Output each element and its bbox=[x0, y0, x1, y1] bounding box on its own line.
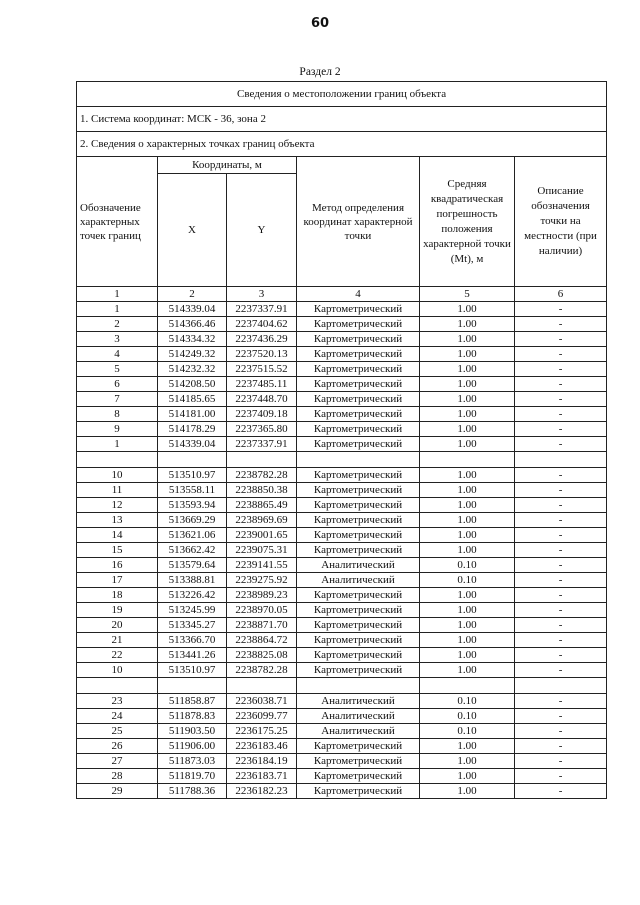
method: Картометрический bbox=[297, 498, 420, 513]
coord-x: 514185.65 bbox=[158, 392, 227, 407]
point-description: - bbox=[515, 468, 607, 483]
point-designation: 26 bbox=[77, 739, 158, 754]
coord-y: 2237404.62 bbox=[227, 317, 297, 332]
column-number: 1 bbox=[77, 287, 158, 302]
method: Картометрический bbox=[297, 754, 420, 769]
table-row bbox=[77, 754, 607, 769]
coord-system-text: 1. Система координат: МСК - 36, зона 2 bbox=[77, 107, 607, 132]
coord-x: 511858.87 bbox=[158, 694, 227, 709]
header-error: Средняя квадратическая погрешность положения характерной точки (Mt), м bbox=[420, 157, 515, 287]
method: Картометрический bbox=[297, 422, 420, 437]
coord-x: 513593.94 bbox=[158, 498, 227, 513]
coord-x: 514366.46 bbox=[158, 317, 227, 332]
method: Картометрический bbox=[297, 362, 420, 377]
header-row-1 bbox=[77, 157, 607, 174]
page-number: 60 bbox=[310, 16, 330, 31]
coord-y: 2239275.92 bbox=[227, 573, 297, 588]
points-title-text: 2. Сведения о характерных точках границ объекта bbox=[77, 132, 607, 157]
point-designation: 9 bbox=[77, 422, 158, 437]
method: Картометрический bbox=[297, 603, 420, 618]
spacer-row bbox=[77, 678, 607, 694]
coord-x: 513579.64 bbox=[158, 558, 227, 573]
method: Картометрический bbox=[297, 543, 420, 558]
point-description: - bbox=[515, 332, 607, 347]
point-designation: 29 bbox=[77, 784, 158, 799]
empty-cell bbox=[297, 452, 420, 468]
empty-cell bbox=[515, 452, 607, 468]
points-title-row bbox=[77, 132, 607, 157]
mean-error: 0.10 bbox=[420, 558, 515, 573]
method: Картометрический bbox=[297, 769, 420, 784]
table-row bbox=[77, 709, 607, 724]
coord-y: 2237337.91 bbox=[227, 302, 297, 317]
point-description: - bbox=[515, 498, 607, 513]
point-designation: 16 bbox=[77, 558, 158, 573]
point-description: - bbox=[515, 302, 607, 317]
coord-x: 513510.97 bbox=[158, 663, 227, 678]
coord-y: 2238850.38 bbox=[227, 483, 297, 498]
point-designation: 11 bbox=[77, 483, 158, 498]
mean-error: 1.00 bbox=[420, 317, 515, 332]
point-description: - bbox=[515, 724, 607, 739]
column-number: 4 bbox=[297, 287, 420, 302]
header-x: X bbox=[158, 174, 227, 287]
table-row bbox=[77, 347, 607, 362]
coord-x: 511873.03 bbox=[158, 754, 227, 769]
mean-error: 1.00 bbox=[420, 739, 515, 754]
point-designation: 4 bbox=[77, 347, 158, 362]
point-designation: 18 bbox=[77, 588, 158, 603]
coord-y: 2238782.28 bbox=[227, 663, 297, 678]
point-designation: 27 bbox=[77, 754, 158, 769]
table-row bbox=[77, 633, 607, 648]
header-method: Метод определения координат характерной точки bbox=[297, 157, 420, 287]
coord-y: 2236184.19 bbox=[227, 754, 297, 769]
coord-y: 2238871.70 bbox=[227, 618, 297, 633]
table-row bbox=[77, 498, 607, 513]
column-numbers-row bbox=[77, 287, 607, 302]
mean-error: 1.00 bbox=[420, 633, 515, 648]
mean-error: 0.10 bbox=[420, 709, 515, 724]
point-designation: 6 bbox=[77, 377, 158, 392]
coord-x: 514334.32 bbox=[158, 332, 227, 347]
coord-y: 2238989.23 bbox=[227, 588, 297, 603]
table-row bbox=[77, 558, 607, 573]
mean-error: 1.00 bbox=[420, 377, 515, 392]
point-description: - bbox=[515, 603, 607, 618]
coord-x: 513669.29 bbox=[158, 513, 227, 528]
method: Картометрический bbox=[297, 407, 420, 422]
coord-y: 2236099.77 bbox=[227, 709, 297, 724]
table-row bbox=[77, 392, 607, 407]
point-description: - bbox=[515, 377, 607, 392]
coord-x: 513662.42 bbox=[158, 543, 227, 558]
empty-cell bbox=[227, 678, 297, 694]
coord-x: 513510.97 bbox=[158, 468, 227, 483]
table-row bbox=[77, 377, 607, 392]
coord-x: 511819.70 bbox=[158, 769, 227, 784]
point-designation: 21 bbox=[77, 633, 158, 648]
point-designation: 22 bbox=[77, 648, 158, 663]
point-designation: 5 bbox=[77, 362, 158, 377]
coord-y: 2238825.08 bbox=[227, 648, 297, 663]
empty-cell bbox=[158, 452, 227, 468]
coord-y: 2239075.31 bbox=[227, 543, 297, 558]
mean-error: 1.00 bbox=[420, 603, 515, 618]
method: Картометрический bbox=[297, 648, 420, 663]
coord-y: 2238865.49 bbox=[227, 498, 297, 513]
point-designation: 2 bbox=[77, 317, 158, 332]
mean-error: 1.00 bbox=[420, 302, 515, 317]
point-designation: 13 bbox=[77, 513, 158, 528]
point-description: - bbox=[515, 558, 607, 573]
method: Картометрический bbox=[297, 377, 420, 392]
spacer-row bbox=[77, 452, 607, 468]
method: Картометрический bbox=[297, 633, 420, 648]
coord-y: 2239141.55 bbox=[227, 558, 297, 573]
point-description: - bbox=[515, 709, 607, 724]
coord-x: 514181.00 bbox=[158, 407, 227, 422]
point-designation: 24 bbox=[77, 709, 158, 724]
coord-x: 514178.29 bbox=[158, 422, 227, 437]
empty-cell bbox=[297, 678, 420, 694]
mean-error: 1.00 bbox=[420, 618, 515, 633]
table-row bbox=[77, 483, 607, 498]
coord-y: 2239001.65 bbox=[227, 528, 297, 543]
table-row bbox=[77, 618, 607, 633]
coord-y: 2238782.28 bbox=[227, 468, 297, 483]
point-description: - bbox=[515, 663, 607, 678]
method: Картометрический bbox=[297, 513, 420, 528]
header-coordinates: Координаты, м bbox=[158, 157, 297, 174]
table-row bbox=[77, 724, 607, 739]
coord-x: 513345.27 bbox=[158, 618, 227, 633]
table-row bbox=[77, 588, 607, 603]
coord-x: 513441.26 bbox=[158, 648, 227, 663]
table-row bbox=[77, 437, 607, 452]
point-designation: 25 bbox=[77, 724, 158, 739]
table-row bbox=[77, 648, 607, 663]
coord-y: 2237337.91 bbox=[227, 437, 297, 452]
point-description: - bbox=[515, 784, 607, 799]
mean-error: 1.00 bbox=[420, 528, 515, 543]
mean-error: 1.00 bbox=[420, 754, 515, 769]
table-row bbox=[77, 573, 607, 588]
method: Аналитический bbox=[297, 573, 420, 588]
point-description: - bbox=[515, 362, 607, 377]
column-number: 3 bbox=[227, 287, 297, 302]
coord-system-row bbox=[77, 107, 607, 132]
mean-error: 1.00 bbox=[420, 407, 515, 422]
method: Картометрический bbox=[297, 618, 420, 633]
coord-x: 513245.99 bbox=[158, 603, 227, 618]
point-description: - bbox=[515, 739, 607, 754]
method: Картометрический bbox=[297, 663, 420, 678]
mean-error: 1.00 bbox=[420, 784, 515, 799]
mean-error: 1.00 bbox=[420, 392, 515, 407]
coord-x: 511878.83 bbox=[158, 709, 227, 724]
method: Аналитический bbox=[297, 724, 420, 739]
point-designation: 17 bbox=[77, 573, 158, 588]
coord-y: 2238969.69 bbox=[227, 513, 297, 528]
method: Картометрический bbox=[297, 588, 420, 603]
mean-error: 1.00 bbox=[420, 769, 515, 784]
coord-x: 511788.36 bbox=[158, 784, 227, 799]
empty-cell bbox=[515, 678, 607, 694]
coord-y: 2236183.71 bbox=[227, 769, 297, 784]
coord-y: 2237485.11 bbox=[227, 377, 297, 392]
method: Картометрический bbox=[297, 528, 420, 543]
point-description: - bbox=[515, 483, 607, 498]
table-row bbox=[77, 784, 607, 799]
coord-x: 513226.42 bbox=[158, 588, 227, 603]
point-description: - bbox=[515, 573, 607, 588]
point-designation: 10 bbox=[77, 468, 158, 483]
coord-x: 514208.50 bbox=[158, 377, 227, 392]
coord-y: 2238970.05 bbox=[227, 603, 297, 618]
point-designation: 10 bbox=[77, 663, 158, 678]
point-designation: 23 bbox=[77, 694, 158, 709]
table-title: Сведения о местоположении границ объекта bbox=[77, 82, 607, 107]
empty-cell bbox=[158, 678, 227, 694]
coord-y: 2236038.71 bbox=[227, 694, 297, 709]
empty-cell bbox=[77, 452, 158, 468]
method: Картометрический bbox=[297, 437, 420, 452]
coord-x: 513558.11 bbox=[158, 483, 227, 498]
mean-error: 1.00 bbox=[420, 648, 515, 663]
mean-error: 1.00 bbox=[420, 332, 515, 347]
point-description: - bbox=[515, 694, 607, 709]
table-row bbox=[77, 362, 607, 377]
coord-x: 513388.81 bbox=[158, 573, 227, 588]
method: Картометрический bbox=[297, 317, 420, 332]
mean-error: 1.00 bbox=[420, 437, 515, 452]
point-description: - bbox=[515, 769, 607, 784]
coord-y: 2237365.80 bbox=[227, 422, 297, 437]
table-row bbox=[77, 407, 607, 422]
table-row bbox=[77, 528, 607, 543]
point-description: - bbox=[515, 754, 607, 769]
point-designation: 1 bbox=[77, 437, 158, 452]
point-designation: 20 bbox=[77, 618, 158, 633]
empty-cell bbox=[77, 678, 158, 694]
mean-error: 1.00 bbox=[420, 663, 515, 678]
point-designation: 14 bbox=[77, 528, 158, 543]
mean-error: 1.00 bbox=[420, 422, 515, 437]
method: Аналитический bbox=[297, 709, 420, 724]
header-description: Описание обозначения точки на местности (при наличии) bbox=[515, 157, 607, 287]
table-row bbox=[77, 513, 607, 528]
mean-error: 1.00 bbox=[420, 513, 515, 528]
table-row bbox=[77, 603, 607, 618]
column-number: 2 bbox=[158, 287, 227, 302]
method: Аналитический bbox=[297, 558, 420, 573]
coord-y: 2236183.46 bbox=[227, 739, 297, 754]
method: Картометрический bbox=[297, 332, 420, 347]
coord-x: 511906.00 bbox=[158, 739, 227, 754]
coord-y: 2237409.18 bbox=[227, 407, 297, 422]
point-description: - bbox=[515, 392, 607, 407]
table-row bbox=[77, 739, 607, 754]
point-description: - bbox=[515, 588, 607, 603]
column-number: 6 bbox=[515, 287, 607, 302]
table-row bbox=[77, 422, 607, 437]
mean-error: 0.10 bbox=[420, 694, 515, 709]
mean-error: 1.00 bbox=[420, 362, 515, 377]
mean-error: 1.00 bbox=[420, 483, 515, 498]
mean-error: 1.00 bbox=[420, 588, 515, 603]
mean-error: 1.00 bbox=[420, 347, 515, 362]
point-description: - bbox=[515, 422, 607, 437]
method: Картометрический bbox=[297, 483, 420, 498]
coord-x: 511903.50 bbox=[158, 724, 227, 739]
point-description: - bbox=[515, 347, 607, 362]
column-number: 5 bbox=[420, 287, 515, 302]
point-description: - bbox=[515, 528, 607, 543]
table-row bbox=[77, 543, 607, 558]
table-row bbox=[77, 694, 607, 709]
point-description: - bbox=[515, 543, 607, 558]
coord-y: 2236182.23 bbox=[227, 784, 297, 799]
coord-y: 2236175.25 bbox=[227, 724, 297, 739]
coord-x: 514232.32 bbox=[158, 362, 227, 377]
point-designation: 1 bbox=[77, 302, 158, 317]
point-designation: 28 bbox=[77, 769, 158, 784]
empty-cell bbox=[420, 678, 515, 694]
point-description: - bbox=[515, 513, 607, 528]
mean-error: 1.00 bbox=[420, 498, 515, 513]
point-description: - bbox=[515, 317, 607, 332]
coord-y: 2237448.70 bbox=[227, 392, 297, 407]
method: Картометрический bbox=[297, 784, 420, 799]
empty-cell bbox=[227, 452, 297, 468]
point-designation: 7 bbox=[77, 392, 158, 407]
mean-error: 0.10 bbox=[420, 724, 515, 739]
method: Картометрический bbox=[297, 392, 420, 407]
mean-error: 0.10 bbox=[420, 573, 515, 588]
empty-cell bbox=[420, 452, 515, 468]
coord-x: 514249.32 bbox=[158, 347, 227, 362]
point-designation: 3 bbox=[77, 332, 158, 347]
point-description: - bbox=[515, 648, 607, 663]
method: Картометрический bbox=[297, 347, 420, 362]
table-row bbox=[77, 317, 607, 332]
point-designation: 8 bbox=[77, 407, 158, 422]
coord-x: 513366.70 bbox=[158, 633, 227, 648]
mean-error: 1.00 bbox=[420, 543, 515, 558]
point-description: - bbox=[515, 407, 607, 422]
coord-y: 2237515.52 bbox=[227, 362, 297, 377]
coord-x: 513621.06 bbox=[158, 528, 227, 543]
header-designation: Обозначение характерных точек границ bbox=[77, 157, 158, 287]
point-description: - bbox=[515, 633, 607, 648]
coord-x: 514339.04 bbox=[158, 302, 227, 317]
table-row bbox=[77, 769, 607, 784]
point-designation: 12 bbox=[77, 498, 158, 513]
point-designation: 15 bbox=[77, 543, 158, 558]
coord-y: 2237520.13 bbox=[227, 347, 297, 362]
coord-y: 2237436.29 bbox=[227, 332, 297, 347]
table-title-row bbox=[77, 82, 607, 107]
table-row bbox=[77, 332, 607, 347]
method: Картометрический bbox=[297, 739, 420, 754]
point-description: - bbox=[515, 618, 607, 633]
mean-error: 1.00 bbox=[420, 468, 515, 483]
method: Картометрический bbox=[297, 468, 420, 483]
point-designation: 19 bbox=[77, 603, 158, 618]
method: Картометрический bbox=[297, 302, 420, 317]
header-y: Y bbox=[227, 174, 297, 287]
coord-y: 2238864.72 bbox=[227, 633, 297, 648]
section-label: Раздел 2 bbox=[299, 66, 341, 78]
table-row bbox=[77, 302, 607, 317]
boundary-points-table bbox=[76, 81, 607, 799]
method: Аналитический bbox=[297, 694, 420, 709]
table-row bbox=[77, 663, 607, 678]
table-row bbox=[77, 468, 607, 483]
coord-x: 514339.04 bbox=[158, 437, 227, 452]
point-description: - bbox=[515, 437, 607, 452]
